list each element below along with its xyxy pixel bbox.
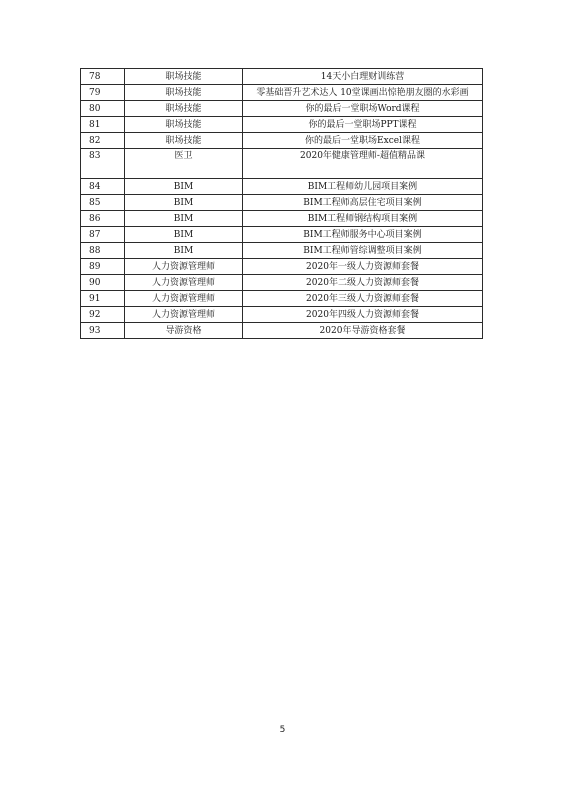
row-number: 80 bbox=[81, 101, 125, 117]
row-course-name: BIM工程师钢结构项目案例 bbox=[243, 211, 483, 227]
row-category: BIM bbox=[125, 211, 243, 227]
row-course-name: 2020年二级人力资源师套餐 bbox=[243, 275, 483, 291]
row-course-name: 2020年三级人力资源师套餐 bbox=[243, 291, 483, 307]
row-category: BIM bbox=[125, 227, 243, 243]
row-category: BIM bbox=[125, 179, 243, 195]
table-row bbox=[81, 149, 483, 179]
row-course-name: 零基础晋升艺术达人 10堂课画出惊艳朋友圈的水彩画 bbox=[243, 85, 483, 101]
row-category: 职场技能 bbox=[125, 117, 243, 133]
row-number: 93 bbox=[81, 323, 125, 339]
course-table-body bbox=[81, 69, 483, 339]
row-number: 89 bbox=[81, 259, 125, 275]
row-category: 职场技能 bbox=[125, 133, 243, 149]
page-number: 5 bbox=[279, 725, 286, 735]
row-category: 人力资源管理师 bbox=[125, 275, 243, 291]
row-course-name: 你的最后一堂职场Excel课程 bbox=[243, 133, 483, 149]
row-number: 88 bbox=[81, 243, 125, 259]
table-row bbox=[81, 275, 483, 291]
row-number: 87 bbox=[81, 227, 125, 243]
table-row bbox=[81, 323, 483, 339]
row-number: 78 bbox=[81, 69, 125, 85]
table-row bbox=[81, 291, 483, 307]
table-row bbox=[81, 85, 483, 101]
row-number: 79 bbox=[81, 85, 125, 101]
row-category: 人力资源管理师 bbox=[125, 259, 243, 275]
row-number: 86 bbox=[81, 211, 125, 227]
row-category: 职场技能 bbox=[125, 85, 243, 101]
row-category: BIM bbox=[125, 195, 243, 211]
row-category: 医卫 bbox=[125, 149, 243, 179]
row-course-name: 14天小白理财训练营 bbox=[243, 69, 483, 85]
table-row bbox=[81, 259, 483, 275]
table-row bbox=[81, 227, 483, 243]
row-category: 导游资格 bbox=[125, 323, 243, 339]
table-row bbox=[81, 69, 483, 85]
row-course-name: BIM工程师管综调整项目案例 bbox=[243, 243, 483, 259]
table-row bbox=[81, 243, 483, 259]
row-category: 人力资源管理师 bbox=[125, 291, 243, 307]
row-course-name: 2020年一级人力资源师套餐 bbox=[243, 259, 483, 275]
row-number: 90 bbox=[81, 275, 125, 291]
row-number: 83 bbox=[81, 149, 125, 179]
table-row bbox=[81, 195, 483, 211]
row-number: 81 bbox=[81, 117, 125, 133]
row-course-name: 你的最后一堂职场PPT课程 bbox=[243, 117, 483, 133]
row-course-name: BIM工程师高层住宅项目案例 bbox=[243, 195, 483, 211]
table-row bbox=[81, 117, 483, 133]
course-table bbox=[80, 68, 483, 339]
row-course-name: 2020年导游资格套餐 bbox=[243, 323, 483, 339]
table-row bbox=[81, 101, 483, 117]
row-number: 82 bbox=[81, 133, 125, 149]
row-course-name: BIM工程师服务中心项目案例 bbox=[243, 227, 483, 243]
row-category: BIM bbox=[125, 243, 243, 259]
row-number: 85 bbox=[81, 195, 125, 211]
table-row bbox=[81, 179, 483, 195]
row-category: 人力资源管理师 bbox=[125, 307, 243, 323]
table-row bbox=[81, 307, 483, 323]
row-number: 91 bbox=[81, 291, 125, 307]
row-number: 92 bbox=[81, 307, 125, 323]
row-course-name: 你的最后一堂职场Word课程 bbox=[243, 101, 483, 117]
row-number: 84 bbox=[81, 179, 125, 195]
table-row bbox=[81, 211, 483, 227]
table-row bbox=[81, 133, 483, 149]
row-course-name: 2020年四级人力资源师套餐 bbox=[243, 307, 483, 323]
row-course-name: BIM工程师幼儿园项目案例 bbox=[243, 179, 483, 195]
row-category: 职场技能 bbox=[125, 101, 243, 117]
row-category: 职场技能 bbox=[125, 69, 243, 85]
row-course-name: 2020年健康管理师-超值精品课 bbox=[243, 149, 483, 179]
